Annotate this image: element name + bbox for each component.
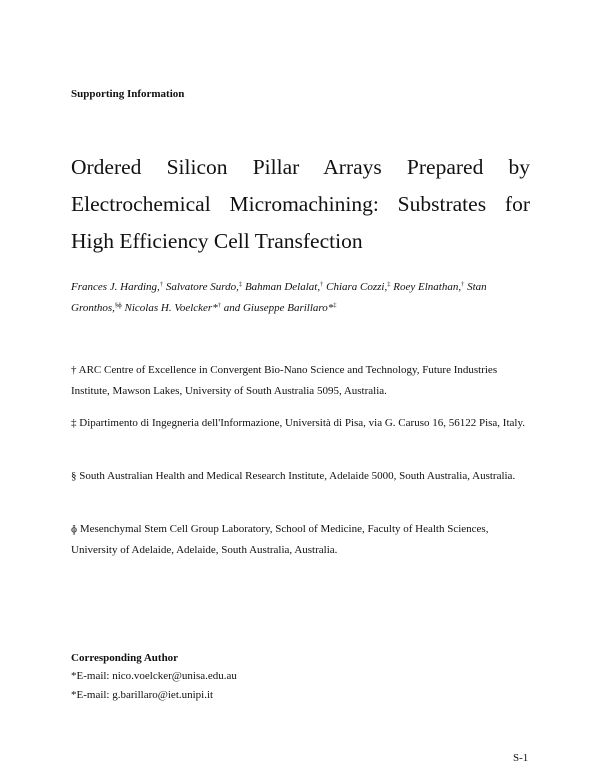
affiliation-sahmri: § South Australian Health and Medical Research Institute, Adelaide 5000, South Australia, Australia.: [71, 470, 516, 482]
paper-title: Ordered Silicon Pillar Arrays Prepared by Electrochemical Micromachining: Substrates for High Efficiency Cell Transfection: [71, 155, 530, 253]
author-affiliation-mark: †: [217, 302, 221, 309]
author-name: Bahman Delalat,: [244, 281, 321, 293]
author-list: [71, 277, 531, 319]
affiliation-unisa: † ARC Centre of Excellence in Convergent Bio-Nano Science and Technology, Future Industries Institute, Mawson Lakes, University of South Australia 5095, Australia.: [71, 364, 498, 397]
supporting-information-label: Supporting Information: [71, 88, 185, 100]
author-name: Salvatore Surdo,: [165, 281, 239, 293]
email-barillaro: *E-mail: g.barillaro@iet.unipi.it: [71, 689, 214, 701]
author-name: and Giuseppe Barillaro*: [223, 302, 334, 314]
corresponding-author-heading: Corresponding Author: [71, 652, 179, 664]
page-number: S-1: [513, 752, 529, 764]
author-name: Chiara Cozzi,: [326, 281, 388, 293]
author-affiliation-mark: ‡: [387, 281, 391, 288]
author-affiliation-mark: †: [159, 281, 164, 288]
author-affiliation-mark: ‡: [238, 281, 243, 288]
author-affiliation-mark: †: [461, 281, 465, 288]
author-name: Nicolas H. Voelcker*: [124, 302, 218, 314]
email-voelcker: *E-mail: nico.voelcker@unisa.edu.au: [71, 670, 237, 682]
author-affiliation-mark: †: [320, 281, 324, 288]
author-name: Stan Gronthos,: [71, 281, 487, 314]
affiliation-adelaide: ɸ Mesenchymal Stem Cell Group Laboratory, School of Medicine, Faculty of Health Sciences, University of Adelaide, Adelaide, South Australia, Australia.: [71, 523, 489, 556]
author-affiliation-mark: ‡: [333, 302, 337, 309]
author-name: Frances J. Harding,: [71, 281, 160, 293]
author-name: Roey Elnathan,: [393, 281, 462, 293]
author-affiliation-mark: §ɸ: [114, 302, 122, 309]
affiliation-pisa: ‡ Dipartimento di Ingegneria dell'Informazione, Università di Pisa, via G. Caruso 16, 56122 Pisa, Italy.: [71, 417, 526, 429]
